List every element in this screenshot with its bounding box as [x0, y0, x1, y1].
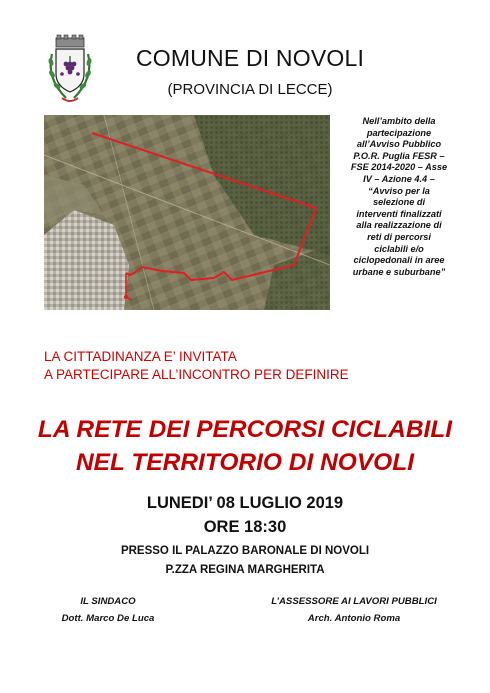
note-line: ciclabili e/o — [374, 243, 424, 254]
headline-line-1: LA RETE DEI PERCORSI CICLABILI — [37, 416, 453, 443]
note-line: FSE 2014-2020 – Asse — [350, 162, 448, 173]
event-time: ORE 18:30 — [203, 518, 287, 536]
page-title: COMUNE DI NOVOLI — [135, 45, 365, 71]
page-subtitle: (PROVINCIA DI LECCE) — [167, 81, 333, 98]
note-line: interventi finalizzati — [356, 208, 442, 219]
note-line: ciclopedonali in aree — [353, 255, 445, 266]
note-line: P.O.R. Puglia FESR – — [353, 150, 445, 161]
note-line: reti di percorsi — [367, 231, 431, 242]
invitation-line-1: LA CITTADINANZA E’ INVITATA — [44, 349, 237, 364]
mayor-role: IL SINDACO — [80, 596, 136, 607]
councillor-name: Arch. Antonio Roma — [307, 613, 401, 624]
funding-note — [336, 116, 462, 278]
mayor-signature-block — [38, 593, 178, 627]
note-line: IV – Azione 4.4 – — [363, 173, 435, 184]
note-line: “Avviso per la — [368, 185, 430, 196]
satellite-map-image — [44, 115, 330, 310]
headline-line-2: NEL TERRITORIO DI NOVOLI — [75, 449, 415, 476]
note-line: partecipazione — [366, 127, 432, 138]
note-line: Nell’ambito della — [362, 116, 436, 126]
event-place: PRESSO IL PALAZZO BARONALE DI NOVOLI — [120, 545, 370, 557]
invitation-line-2: A PARTECIPARE ALL’INCONTRO PER DEFINIRE — [44, 367, 349, 382]
event-date: LUNEDI’ 08 LUGLIO 2019 — [146, 494, 344, 512]
note-line: selezione di — [372, 197, 426, 208]
note-line: all’Avviso Pubblico — [356, 139, 442, 150]
note-line: urbane e suburbane” — [352, 266, 446, 277]
councillor-role: L’ASSESSORE AI LAVORI PUBBLICI — [271, 596, 437, 607]
councillor-signature-block — [254, 593, 454, 627]
event-headline — [0, 413, 490, 479]
mayor-name: Dott. Marco De Luca — [61, 613, 155, 624]
invitation-text — [44, 348, 464, 384]
note-line: alla realizzazione di — [356, 220, 442, 231]
event-square: P.ZZA REGINA MARGHERITA — [165, 564, 325, 576]
